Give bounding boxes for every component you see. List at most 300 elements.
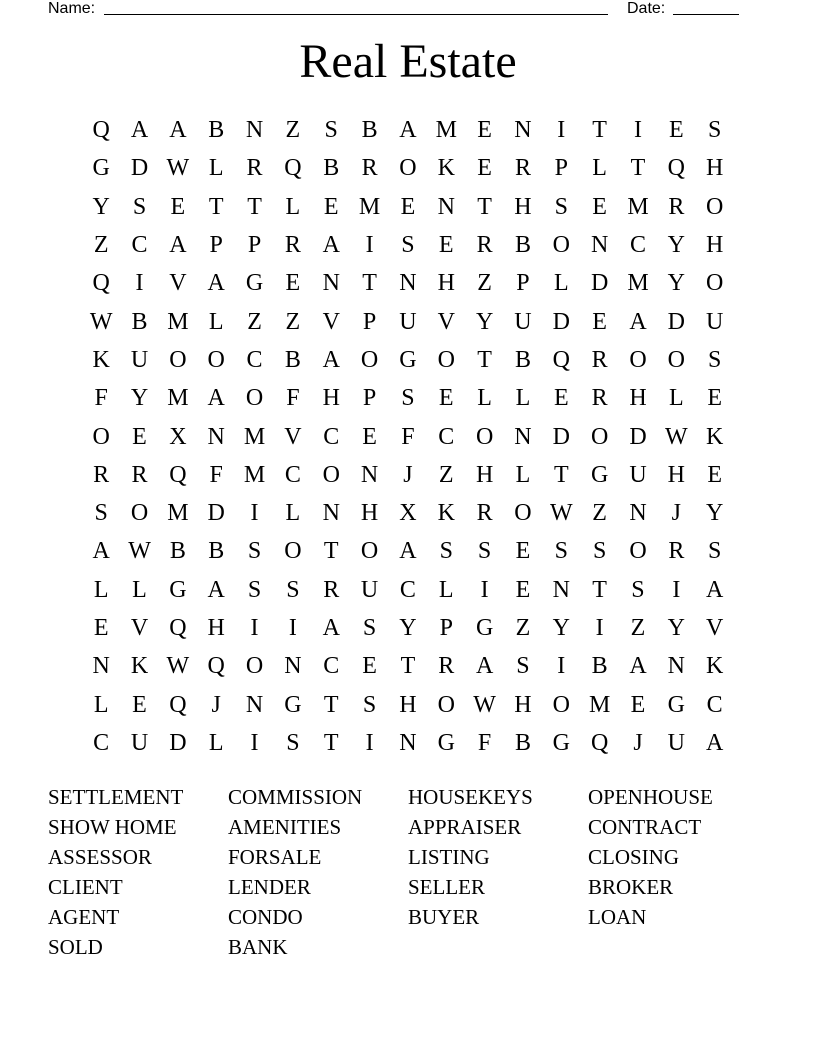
- word-list-item: OPENHOUSE: [588, 784, 713, 809]
- grid-letter: Z: [515, 615, 531, 641]
- grid-letter: E: [477, 117, 492, 144]
- grid-letter: R: [668, 193, 685, 220]
- grid-letter: P: [439, 615, 453, 641]
- grid-letter: A: [169, 232, 187, 259]
- grid-letter: B: [284, 346, 301, 373]
- grid-letter: L: [285, 193, 301, 220]
- grid-letter: O: [284, 538, 302, 565]
- grid-letter: Z: [247, 308, 262, 335]
- grid-letter: D: [590, 270, 609, 297]
- grid-letter: Q: [284, 155, 302, 182]
- grid-letter: S: [707, 346, 722, 373]
- grid-letter: O: [629, 346, 647, 373]
- grid-letter: O: [437, 691, 455, 718]
- grid-letter: N: [437, 193, 455, 220]
- grid-letter: D: [552, 423, 570, 450]
- grid-letter: S: [286, 729, 300, 756]
- grid-letter: A: [169, 117, 187, 144]
- grid-letter: C: [131, 232, 148, 259]
- grid-letter: O: [245, 653, 264, 680]
- grid-letter: E: [438, 385, 454, 412]
- grid-letter: Q: [92, 270, 110, 297]
- grid-letter: G: [437, 729, 455, 756]
- grid-letter: B: [514, 729, 531, 756]
- word-list-row: [48, 872, 768, 902]
- word-list-item: SELLER: [408, 874, 485, 899]
- grid-letter: S: [439, 538, 453, 565]
- grid-letter: B: [208, 538, 225, 565]
- grid-letter: H: [475, 461, 494, 488]
- grid-letter: O: [360, 346, 379, 373]
- grid-letter: I: [135, 270, 144, 297]
- grid-letter: V: [284, 423, 302, 450]
- grid-letter: G: [590, 461, 609, 488]
- grid-letter: G: [475, 615, 494, 641]
- grid-letter: O: [514, 500, 532, 527]
- word-list-item: BUYER: [408, 904, 480, 929]
- name-label: Name:: [48, 0, 96, 17]
- grid-letter: L: [592, 155, 607, 182]
- grid-letter: O: [706, 193, 724, 220]
- grid-letter: J: [211, 691, 221, 718]
- grid-letter: G: [552, 729, 570, 756]
- grid-row: [82, 379, 734, 417]
- grid-letter: H: [360, 500, 379, 527]
- word-list-row: [48, 932, 768, 962]
- grid-letter: N: [399, 729, 417, 756]
- grid-letter: Q: [169, 615, 187, 641]
- grid-letter: H: [514, 193, 532, 220]
- grid-letter: V: [706, 615, 724, 641]
- grid-letter: I: [633, 117, 642, 144]
- grid-row: [82, 226, 734, 264]
- grid-letter: I: [288, 615, 297, 641]
- grid-letter: S: [132, 193, 147, 220]
- grid-row: [82, 188, 734, 226]
- grid-letter: L: [93, 576, 109, 603]
- grid-letter: Z: [285, 117, 301, 144]
- grid-letter: E: [132, 691, 147, 718]
- grid-letter: C: [438, 423, 455, 450]
- grid-letter: O: [706, 270, 724, 297]
- grid-letter: L: [515, 461, 531, 488]
- name-blank-line: [104, 14, 608, 15]
- grid-letter: S: [631, 576, 645, 603]
- grid-letter: S: [247, 576, 262, 603]
- grid-letter: Q: [207, 653, 225, 680]
- grid-letter: O: [667, 346, 685, 373]
- grid-letter: Y: [667, 615, 685, 641]
- grid-letter: E: [630, 691, 646, 718]
- grid-letter: N: [629, 500, 647, 527]
- grid-letter: H: [667, 461, 685, 488]
- grid-letter: R: [591, 346, 608, 373]
- grid-letter: B: [169, 538, 186, 565]
- grid-letter: E: [592, 308, 607, 335]
- grid-letter: H: [437, 270, 455, 297]
- grid-letter: M: [358, 193, 381, 220]
- grid-row: [82, 494, 734, 532]
- grid-letter: O: [322, 461, 340, 488]
- word-list-item: LENDER: [228, 874, 311, 899]
- grid-letter: K: [130, 653, 149, 680]
- grid-row: [82, 341, 734, 379]
- grid-letter: A: [207, 270, 225, 297]
- grid-letter: Y: [706, 500, 724, 527]
- grid-row: [82, 571, 734, 609]
- grid-letter: F: [477, 729, 492, 756]
- grid-letter: W: [473, 691, 496, 718]
- grid-letter: R: [514, 155, 531, 182]
- grid-letter: G: [284, 691, 302, 718]
- grid-letter: V: [437, 308, 455, 335]
- grid-letter: Y: [667, 232, 685, 259]
- grid-letter: V: [322, 308, 340, 335]
- grid-letter: B: [514, 232, 531, 259]
- grid-letter: S: [554, 193, 568, 220]
- grid-letter: W: [128, 538, 151, 565]
- grid-letter: B: [323, 155, 340, 182]
- grid-letter: W: [665, 423, 688, 450]
- grid-letter: N: [360, 461, 379, 488]
- grid-letter: S: [401, 232, 415, 259]
- grid-letter: Q: [667, 155, 685, 182]
- grid-letter: I: [365, 232, 374, 259]
- grid-letter: R: [284, 232, 301, 259]
- word-list-item: CLIENT: [48, 874, 123, 899]
- word-list-item: BANK: [228, 934, 288, 959]
- grid-letter: J: [403, 461, 413, 488]
- grid-letter: O: [207, 346, 225, 373]
- grid-letter: N: [245, 117, 264, 144]
- grid-letter: Y: [552, 615, 570, 641]
- grid-letter: E: [707, 461, 722, 488]
- grid-row: [82, 264, 734, 302]
- date-label: Date:: [627, 0, 666, 17]
- word-list-item: CONDO: [228, 904, 303, 929]
- grid-letter: Z: [438, 461, 454, 488]
- grid-letter: D: [130, 155, 149, 182]
- grid-letter: R: [476, 232, 493, 259]
- grid-letter: N: [322, 270, 340, 297]
- grid-letter: N: [552, 576, 570, 603]
- grid-letter: A: [475, 653, 494, 680]
- grid-letter: R: [246, 155, 263, 182]
- grid-letter: K: [706, 653, 724, 680]
- grid-letter: D: [629, 423, 647, 450]
- grid-letter: Y: [130, 385, 149, 412]
- grid-letter: B: [591, 653, 608, 680]
- grid-letter: F: [401, 423, 415, 450]
- grid-letter: S: [554, 538, 568, 565]
- grid-letter: E: [592, 193, 607, 220]
- grid-letter: F: [209, 461, 223, 488]
- grid-letter: L: [668, 385, 684, 412]
- grid-letter: S: [707, 117, 722, 144]
- word-list-item: FORSALE: [228, 844, 322, 869]
- grid-letter: I: [557, 117, 566, 144]
- grid-letter: U: [360, 576, 379, 603]
- grid-letter: G: [399, 346, 417, 373]
- grid-letter: A: [322, 346, 340, 373]
- grid-letter: R: [131, 461, 148, 488]
- grid-letter: E: [170, 193, 186, 220]
- grid-letter: H: [629, 385, 647, 412]
- grid-letter: N: [207, 423, 225, 450]
- grid-letter: A: [399, 117, 417, 144]
- grid-letter: E: [438, 232, 454, 259]
- grid-letter: P: [554, 155, 568, 182]
- grid-letter: N: [245, 691, 264, 718]
- grid-letter: N: [322, 500, 340, 527]
- grid-letter: R: [476, 500, 493, 527]
- grid-row: [82, 647, 734, 685]
- grid-row: [82, 302, 734, 340]
- grid-row: [82, 609, 734, 647]
- word-list-item: SHOW HOME: [48, 814, 177, 839]
- grid-letter: E: [323, 193, 339, 220]
- grid-letter: Q: [169, 461, 187, 488]
- grid-letter: F: [286, 385, 300, 412]
- grid-letter: T: [323, 729, 339, 756]
- grid-letter: L: [553, 270, 569, 297]
- grid-letter: T: [553, 461, 569, 488]
- grid-letter: H: [706, 155, 724, 182]
- grid-letter: S: [286, 576, 300, 603]
- grid-letter: S: [247, 538, 262, 565]
- grid-letter: C: [323, 653, 340, 680]
- grid-letter: J: [671, 500, 681, 527]
- grid-letter: R: [591, 385, 608, 412]
- grid-letter: Q: [552, 346, 570, 373]
- grid-letter: A: [706, 729, 724, 756]
- grid-letter: M: [167, 500, 189, 527]
- grid-letter: J: [633, 729, 643, 756]
- grid-letter: N: [590, 232, 609, 259]
- grid-letter: Y: [399, 615, 417, 641]
- word-list-item: BROKER: [588, 874, 674, 899]
- grid-letter: E: [553, 385, 569, 412]
- page-title: Real Estate: [299, 35, 517, 88]
- grid-letter: L: [285, 500, 301, 527]
- grid-letter: Q: [590, 729, 609, 756]
- grid-letter: B: [208, 117, 225, 144]
- grid-letter: Z: [477, 270, 492, 297]
- grid-letter: T: [323, 691, 339, 718]
- grid-letter: I: [672, 576, 681, 603]
- grid-letter: S: [707, 538, 722, 565]
- grid-letter: K: [437, 500, 455, 527]
- grid-letter: B: [361, 117, 378, 144]
- word-list-row: [48, 842, 768, 872]
- grid-letter: U: [399, 308, 417, 335]
- grid-letter: L: [208, 729, 224, 756]
- word-list-item: LISTING: [408, 844, 490, 869]
- word-list-item: COMMISSION: [228, 784, 363, 809]
- grid-letter: K: [92, 346, 110, 373]
- grid-letter: E: [132, 423, 147, 450]
- grid-letter: I: [480, 576, 489, 603]
- grid-letter: D: [667, 308, 685, 335]
- grid-row: [82, 724, 734, 762]
- grid-letter: Z: [630, 615, 646, 641]
- grid-letter: S: [362, 691, 377, 718]
- grid-letter: E: [515, 538, 531, 565]
- grid-letter: E: [707, 385, 722, 412]
- grid-letter: C: [323, 423, 340, 450]
- grid-letter: U: [706, 308, 724, 335]
- word-list-item: LOAN: [588, 904, 647, 929]
- grid-letter: T: [630, 155, 646, 182]
- grid-letter: U: [130, 729, 149, 756]
- grid-letter: Y: [475, 308, 494, 335]
- grid-letter: T: [400, 653, 416, 680]
- grid-letter: A: [706, 576, 724, 603]
- grid-letter: Z: [285, 308, 301, 335]
- grid-letter: R: [323, 576, 340, 603]
- grid-letter: C: [284, 461, 301, 488]
- word-list-row: [48, 812, 768, 842]
- grid-letter: M: [435, 117, 457, 144]
- grid-letter: E: [362, 653, 377, 680]
- grid-letter: S: [401, 385, 415, 412]
- word-list-row: [48, 902, 768, 932]
- date-blank-line: [673, 14, 739, 15]
- grid-letter: X: [399, 500, 417, 527]
- grid-letter: Y: [667, 270, 685, 297]
- grid-letter: A: [629, 308, 647, 335]
- grid-letter: L: [477, 385, 492, 412]
- grid-letter: H: [207, 615, 225, 641]
- grid-letter: T: [592, 576, 607, 603]
- grid-letter: O: [552, 691, 570, 718]
- grid-letter: G: [169, 576, 187, 603]
- word-list-item: SETTLEMENT: [48, 784, 184, 809]
- grid-letter: O: [475, 423, 494, 450]
- grid-letter: W: [166, 653, 190, 680]
- grid-letter: O: [92, 423, 110, 450]
- grid-row: [82, 685, 734, 723]
- grid-letter: U: [629, 461, 647, 488]
- grid-letter: O: [130, 500, 149, 527]
- grid-letter: X: [169, 423, 187, 450]
- grid-letter: E: [515, 576, 531, 603]
- grid-letter: A: [207, 576, 225, 603]
- grid-letter: D: [169, 729, 187, 756]
- grid-letter: L: [93, 691, 109, 718]
- grid-letter: S: [516, 653, 530, 680]
- grid-letter: E: [668, 117, 684, 144]
- grid-letter: R: [361, 155, 378, 182]
- grid-letter: S: [94, 500, 108, 527]
- grid-letter: C: [93, 729, 110, 756]
- grid-letter: Q: [92, 117, 110, 144]
- grid-letter: T: [592, 117, 607, 144]
- grid-letter: M: [243, 461, 266, 488]
- grid-letter: L: [515, 385, 531, 412]
- grid-row: [82, 111, 734, 149]
- grid-letter: S: [592, 538, 607, 565]
- grid-letter: M: [627, 193, 649, 220]
- grid-letter: Q: [169, 691, 187, 718]
- word-list-item: AMENITIES: [228, 814, 342, 839]
- word-list-item: APPRAISER: [408, 814, 522, 839]
- grid-letter: A: [399, 538, 417, 565]
- grid-letter: U: [130, 346, 149, 373]
- grid-letter: P: [362, 308, 377, 335]
- grid-letter: H: [514, 691, 532, 718]
- grid-letter: Z: [93, 232, 109, 259]
- grid-letter: C: [246, 346, 263, 373]
- grid-letter: M: [627, 270, 649, 297]
- grid-letter: O: [245, 385, 264, 412]
- word-list-item: ASSESSOR: [48, 844, 152, 869]
- grid-letter: N: [514, 423, 532, 450]
- grid-letter: O: [360, 538, 379, 565]
- grid-letter: M: [588, 691, 611, 718]
- grid-letter: C: [706, 691, 723, 718]
- grid-letter: O: [169, 346, 187, 373]
- grid-letter: E: [362, 423, 377, 450]
- grid-letter: E: [477, 155, 492, 182]
- grid-letter: A: [322, 615, 340, 641]
- grid-letter: S: [362, 615, 377, 641]
- grid-row: [82, 149, 734, 187]
- grid-letter: E: [93, 615, 109, 641]
- grid-letter: F: [94, 385, 108, 412]
- grid-letter: A: [92, 538, 110, 565]
- grid-letter: I: [365, 729, 374, 756]
- grid-letter: M: [243, 423, 266, 450]
- grid-letter: H: [322, 385, 340, 412]
- grid-letter: T: [323, 538, 339, 565]
- grid-letter: B: [131, 308, 148, 335]
- grid-letter: K: [706, 423, 724, 450]
- grid-letter: T: [477, 346, 492, 373]
- grid-letter: L: [438, 576, 454, 603]
- grid-letter: I: [595, 615, 604, 641]
- word-list: [48, 782, 768, 962]
- grid-letter: D: [552, 308, 570, 335]
- grid-letter: E: [285, 270, 301, 297]
- word-list-row: [48, 782, 768, 812]
- grid-letter: S: [477, 538, 492, 565]
- grid-letter: B: [514, 346, 531, 373]
- grid-letter: I: [250, 729, 259, 756]
- grid-letter: L: [132, 576, 147, 603]
- grid-letter: O: [590, 423, 609, 450]
- grid-letter: N: [667, 653, 685, 680]
- word-list-item: AGENT: [48, 904, 120, 929]
- grid-letter: E: [400, 193, 416, 220]
- grid-letter: G: [667, 691, 685, 718]
- grid-letter: N: [399, 270, 417, 297]
- grid-letter: Z: [592, 500, 607, 527]
- grid-letter: U: [514, 308, 532, 335]
- grid-letter: A: [130, 117, 149, 144]
- grid-row: [82, 532, 734, 570]
- grid-letter: G: [92, 155, 110, 182]
- grid-letter: D: [207, 500, 225, 527]
- grid-letter: W: [166, 155, 190, 182]
- grid-letter: O: [629, 538, 647, 565]
- grid-letter: I: [250, 500, 259, 527]
- grid-letter: A: [207, 385, 225, 412]
- grid-letter: A: [322, 232, 340, 259]
- grid-letter: N: [514, 117, 532, 144]
- word-list-item: CONTRACT: [588, 814, 702, 839]
- grid-letter: P: [516, 270, 530, 297]
